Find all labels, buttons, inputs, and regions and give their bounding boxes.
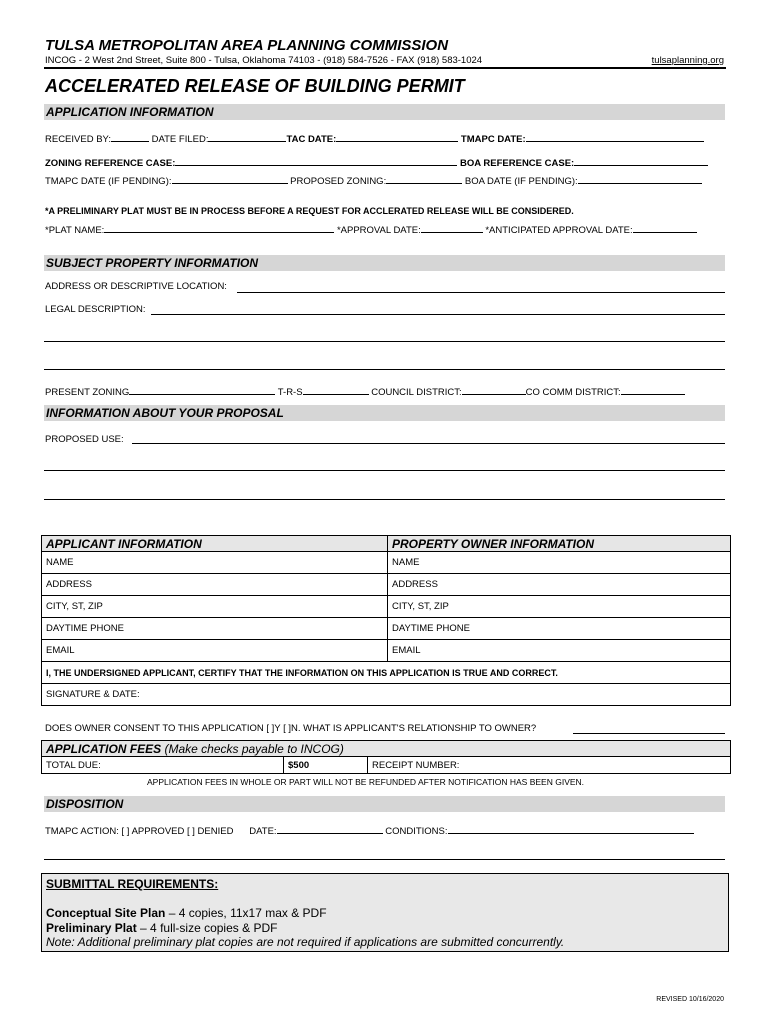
present-zoning-label: PRESENT ZONING bbox=[45, 387, 130, 398]
site-plan-detail: – 4 copies, 11x17 max & PDF bbox=[165, 906, 327, 920]
revision-date: REVISED 10/16/2020 bbox=[656, 996, 724, 1003]
fee-amount: $500 bbox=[284, 757, 368, 774]
section-disposition: DISPOSITION bbox=[44, 796, 725, 812]
owner-city-field[interactable]: CITY, ST, ZIP bbox=[388, 596, 731, 618]
proposed-use-line-2[interactable] bbox=[44, 470, 725, 471]
council-district-label: COUNCIL DISTRICT: bbox=[371, 387, 462, 398]
co-comm-field[interactable] bbox=[621, 384, 685, 395]
plat-detail: – 4 full-size copies & PDF bbox=[136, 921, 278, 935]
owner-email-field[interactable]: EMAIL bbox=[388, 640, 731, 662]
tac-date-label: TAC DATE: bbox=[286, 134, 337, 145]
boa-pending-field[interactable] bbox=[578, 173, 702, 184]
received-by-label: RECEIVED BY: bbox=[45, 134, 111, 145]
owner-heading: PROPERTY OWNER INFORMATION bbox=[388, 536, 731, 552]
proposed-use-line-3[interactable] bbox=[44, 499, 725, 500]
applicant-email-field[interactable]: EMAIL bbox=[42, 640, 388, 662]
fees-heading bbox=[42, 741, 731, 757]
zoning-ref-field[interactable] bbox=[175, 155, 457, 166]
signature-field[interactable]: SIGNATURE & DATE: bbox=[42, 684, 731, 706]
zoning-ref-label: ZONING REFERENCE CASE: bbox=[45, 158, 176, 169]
certify-statement: I, THE UNDERSIGNED APPLICANT, CERTIFY THAT THE INFORMATION ON THIS APPLICATION IS TRUE AND CORRECT. bbox=[42, 662, 731, 684]
received-by-field[interactable] bbox=[111, 131, 149, 142]
plat-name-field[interactable] bbox=[104, 222, 334, 233]
plat-note: *A PRELIMINARY PLAT MUST BE IN PROCESS BEFORE A REQUEST FOR ACCLERATED RELEASE WILL BE CONSIDERED. bbox=[45, 206, 574, 216]
conditions-field[interactable] bbox=[448, 823, 694, 834]
submittal-note: Note: Additional preliminary plat copies are not required if applications are submitted concurrently. bbox=[46, 935, 565, 949]
org-address: INCOG - 2 West 2nd Street, Suite 800 - Tulsa, Oklahoma 74103 - (918) 584-7526 - FAX (918) 583-1024 bbox=[45, 55, 483, 66]
tmapc-date-label: TMAPC DATE: bbox=[460, 134, 526, 145]
address-location-field[interactable] bbox=[237, 292, 725, 293]
council-district-field[interactable] bbox=[462, 384, 526, 395]
legal-description-line-3[interactable] bbox=[44, 369, 725, 370]
trs-field[interactable] bbox=[303, 384, 369, 395]
refund-note: APPLICATION FEES IN WHOLE OR PART WILL NOT BE REFUNDED AFTER NOTIFICATION HAS BEEN GIVEN. bbox=[147, 777, 585, 787]
applicant-phone-field[interactable]: DAYTIME PHONE bbox=[42, 618, 388, 640]
header-divider bbox=[44, 67, 726, 69]
boa-pending-label: BOA DATE (IF PENDING): bbox=[464, 176, 578, 187]
website-link[interactable]: tulsaplanning.org bbox=[651, 55, 724, 66]
approval-date-field[interactable] bbox=[421, 222, 483, 233]
co-comm-label: CO COMM DISTRICT: bbox=[525, 387, 621, 398]
proposed-use-label: PROPOSED USE: bbox=[45, 434, 124, 445]
submittal-heading: SUBMITTAL REQUIREMENTS: bbox=[46, 877, 219, 891]
conditions-label: CONDITIONS: bbox=[385, 826, 448, 837]
anticipated-field[interactable] bbox=[633, 222, 697, 233]
tmapc-pending-field[interactable] bbox=[172, 173, 288, 184]
contact-table bbox=[41, 535, 731, 706]
relationship-field[interactable] bbox=[573, 733, 725, 734]
owner-name-field[interactable]: NAME bbox=[388, 552, 731, 574]
site-plan-label: Conceptual Site Plan bbox=[46, 906, 166, 920]
fees-heading-note: (Make checks payable to INCOG) bbox=[164, 741, 344, 756]
legal-description-line-2[interactable] bbox=[44, 341, 725, 342]
receipt-number-field[interactable]: RECEIPT NUMBER: bbox=[368, 757, 731, 774]
owner-consent-label: DOES OWNER CONSENT TO THIS APPLICATION [ ]Y [ ]N. WHAT IS APPLICANT'S RELATIONSHIP TO OWNER? bbox=[45, 723, 537, 734]
applicant-heading: APPLICANT INFORMATION bbox=[42, 536, 388, 552]
section-subject-property: SUBJECT PROPERTY INFORMATION bbox=[44, 255, 725, 271]
tac-date-field[interactable] bbox=[336, 131, 458, 142]
address-location-label: ADDRESS OR DESCRIPTIVE LOCATION: bbox=[45, 281, 227, 292]
proposed-zoning-field[interactable] bbox=[386, 173, 462, 184]
proposed-zoning-label: PROPOSED ZONING: bbox=[290, 176, 387, 187]
applicant-city-field[interactable]: CITY, ST, ZIP bbox=[42, 596, 388, 618]
applicant-name-field[interactable]: NAME bbox=[42, 552, 388, 574]
org-name: TULSA METROPOLITAN AREA PLANNING COMMISSION bbox=[45, 37, 449, 54]
plat-name-label: *PLAT NAME: bbox=[45, 225, 105, 236]
date-filed-label: DATE FILED: bbox=[151, 134, 209, 145]
anticipated-label: *ANTICIPATED APPROVAL DATE: bbox=[485, 225, 633, 236]
plat-label: Preliminary Plat bbox=[46, 921, 137, 935]
disposition-date-field[interactable] bbox=[277, 823, 383, 834]
legal-description-label: LEGAL DESCRIPTION: bbox=[45, 304, 146, 315]
trs-label: T-R-S bbox=[277, 387, 303, 398]
applicant-address-field[interactable]: ADDRESS bbox=[42, 574, 388, 596]
tmapc-action-label: TMAPC ACTION: [ ] APPROVED [ ] DENIED bbox=[45, 826, 234, 837]
conditions-line-2[interactable] bbox=[44, 859, 725, 860]
page-title: ACCELERATED RELEASE OF BUILDING PERMIT bbox=[45, 76, 465, 96]
approval-date-label: *APPROVAL DATE: bbox=[336, 225, 421, 236]
submittal-item-plat bbox=[46, 921, 277, 935]
legal-description-field[interactable] bbox=[151, 314, 725, 315]
submittal-requirements-box bbox=[41, 873, 729, 952]
section-proposal: INFORMATION ABOUT YOUR PROPOSAL bbox=[44, 405, 725, 421]
present-zoning-field[interactable] bbox=[129, 384, 275, 395]
owner-phone-field[interactable]: DAYTIME PHONE bbox=[388, 618, 731, 640]
boa-ref-field[interactable] bbox=[574, 155, 708, 166]
boa-ref-label: BOA REFERENCE CASE: bbox=[460, 158, 575, 169]
fees-table bbox=[41, 740, 731, 774]
tmapc-pending-label: TMAPC DATE (IF PENDING): bbox=[45, 176, 172, 187]
disposition-date-label: DATE: bbox=[249, 826, 277, 837]
date-filed-field[interactable] bbox=[208, 131, 286, 142]
total-due-label: TOTAL DUE: bbox=[42, 757, 284, 774]
submittal-item-site-plan bbox=[46, 906, 327, 920]
section-application-info: APPLICATION INFORMATION bbox=[44, 104, 725, 120]
proposed-use-field[interactable] bbox=[132, 443, 725, 444]
owner-address-field[interactable]: ADDRESS bbox=[388, 574, 731, 596]
fees-heading-text: APPLICATION FEES bbox=[46, 741, 162, 756]
tmapc-date-field[interactable] bbox=[526, 131, 704, 142]
